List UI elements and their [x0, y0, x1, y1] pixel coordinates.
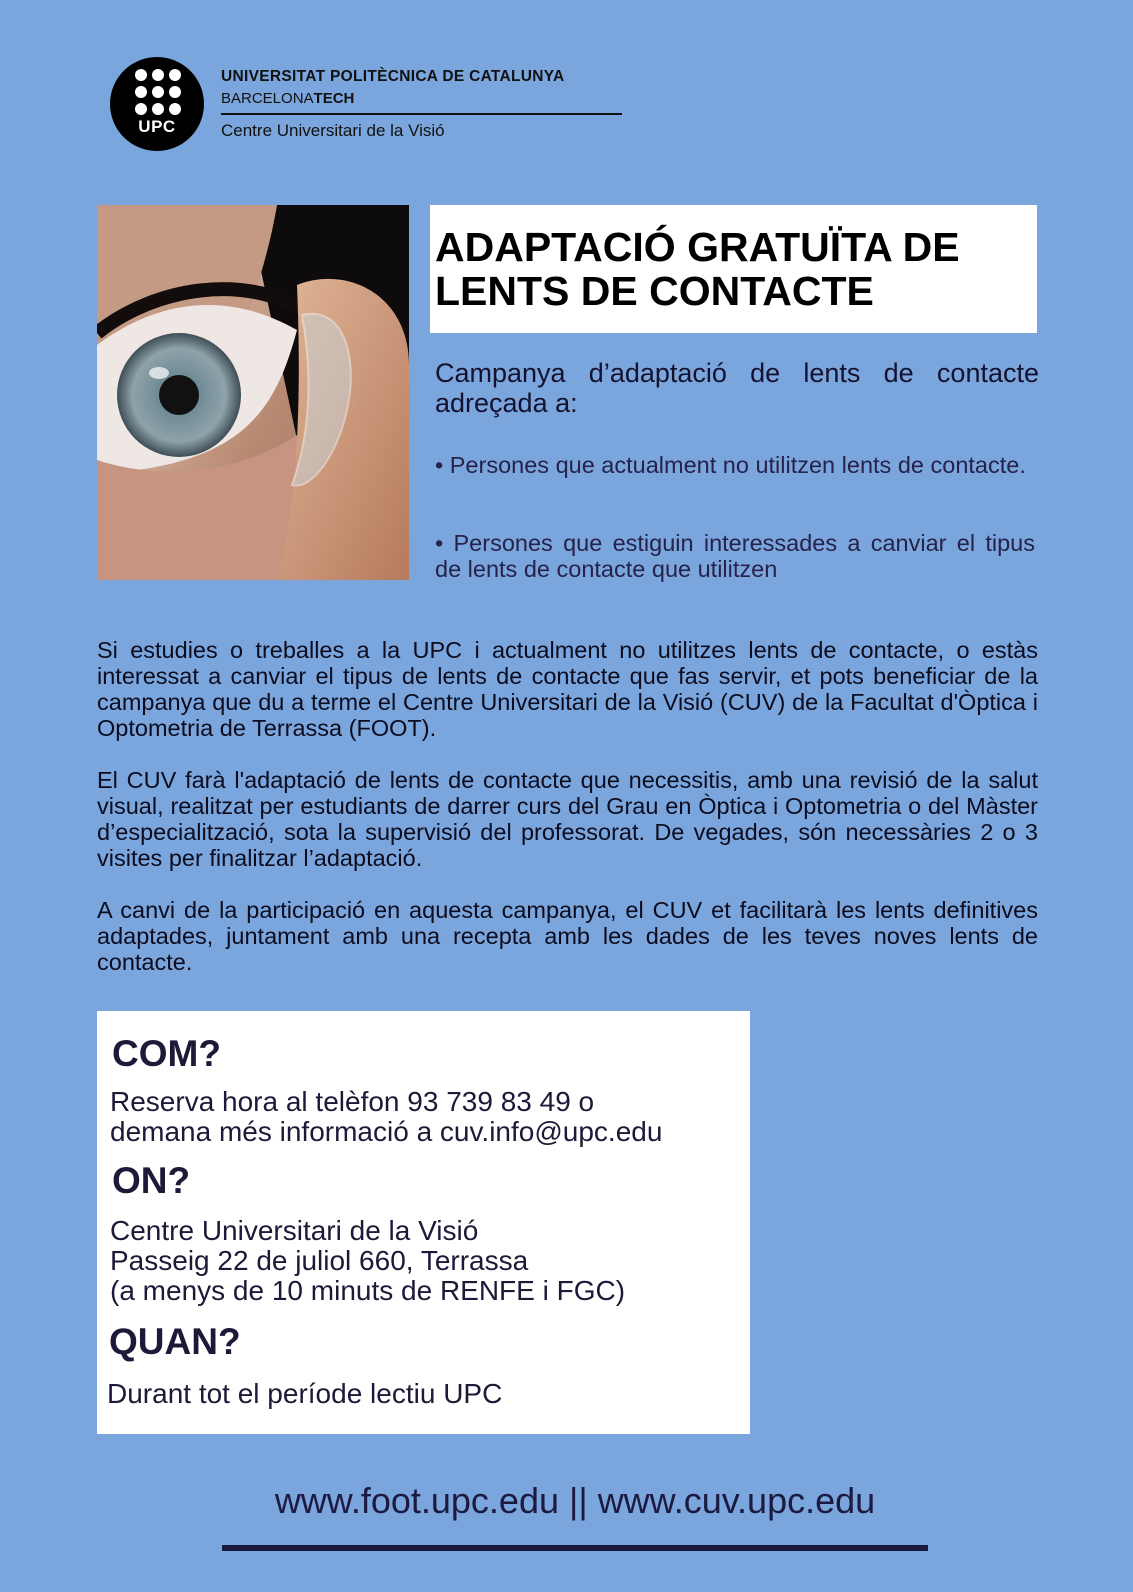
page-title [435, 225, 960, 313]
com-line: demana més informació a cuv.info@upc.edu [110, 1116, 663, 1147]
body-paragraph: El CUV farà l'adaptació de lents de contacte que necessitis, amb una revisió de la salut visual, realitzat per estudiants de darrer curs del Grau en Òptica i Optometria o del Màster d’especialització, sota la supervisió del professorat. De vegades, són necessàries 2 o 3 visites per finalitzar l’adaptació. [97, 767, 1038, 871]
com-line: Reserva hora al telèfon 93 739 83 49 o [110, 1086, 595, 1117]
on-heading: ON? [112, 1160, 191, 1201]
campus-light: BARCELONA [221, 90, 314, 107]
quan-line: Durant tot el període lectiu UPC [107, 1378, 503, 1409]
body-paragraph: Si estudies o treballes a la UPC i actualment no utilitzes lents de contacte, o estàs interessat a canviar el tipus de lents de contacte que fas servir, et pots beneficiar de la campanya que du a terme el Centre Universitari de la Visió (CUV) de la Facultat d'Òptica i Optometria de Terrassa (FOOT). [97, 637, 1038, 741]
on-line: (a menys de 10 minuts de RENFE i FGC) [110, 1275, 626, 1306]
campus-name [221, 90, 354, 107]
title-box [430, 205, 1037, 333]
header-divider [221, 113, 622, 115]
university-name: UNIVERSITAT POLITÈCNICA DE CATALUNYA [221, 68, 565, 85]
on-line: Centre Universitari de la Visió [110, 1215, 479, 1246]
centre-name: Centre Universitari de la Visió [221, 121, 445, 140]
info-box [97, 1011, 750, 1434]
intro-text: Campanya d’adaptació de lents de contacte adreçada a: [435, 358, 1039, 418]
campus-bold: TECH [313, 90, 355, 107]
contact-lens-photo [97, 205, 409, 580]
on-line: Passeig 22 de juliol 660, Terrassa [110, 1245, 529, 1276]
bullet-item: • Persones que actualment no utilitzen lents de contacte. [435, 452, 1026, 478]
com-heading: COM? [112, 1033, 221, 1074]
quan-heading: QUAN? [109, 1321, 241, 1362]
logo-text: UPC [138, 117, 176, 136]
body-paragraph: A canvi de la participació en aquesta campanya, el CUV et facilitarà les lents definitives adaptades, juntament amb una recepta amb les dades de les teves noves lents de contacte. [97, 897, 1038, 975]
bullet-item: • Persones que estiguin interessades a canviar el tipus de lents de contacte que utilitzen [435, 530, 1035, 582]
footer-urls[interactable]: www.foot.upc.edu || www.cuv.upc.edu [274, 1480, 876, 1521]
upc-logo [110, 57, 204, 151]
logo-dots-icon [135, 69, 181, 115]
eye-illustration [97, 205, 409, 580]
title-line-1: ADAPTACIÓ GRATUÏTA DE [435, 224, 960, 270]
footer-divider [222, 1545, 928, 1551]
title-line-2: LENTS DE CONTACTE [435, 268, 874, 314]
